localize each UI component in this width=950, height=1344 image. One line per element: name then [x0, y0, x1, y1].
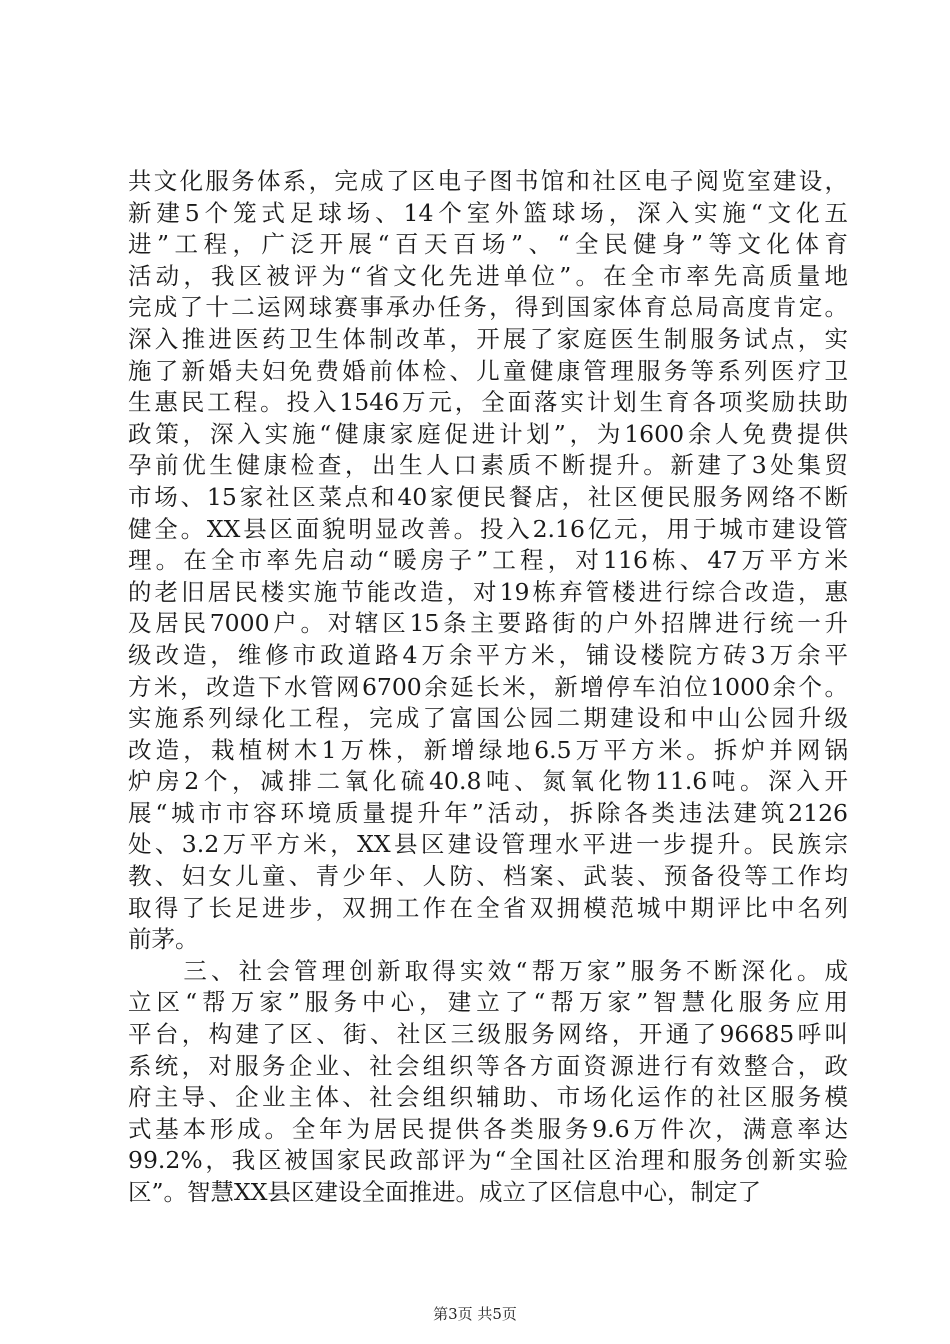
text-line: 健全。XX县区面貌明显改善。投入2.16亿元，用于城市建设管	[128, 514, 848, 543]
text-line: 三、社会管理创新取得实效“帮万家”服务不断深化。成	[128, 956, 848, 985]
text-line: 理。在全市率先启动“暖房子”工程，对116栋、47万平方米	[128, 546, 848, 575]
text-line: 进”工程，广泛开展“百天百场”、“全民健身”等文化体育	[128, 230, 848, 259]
text-line: 生惠民工程。投入1546万元，全面落实计划生育各项奖励扶助	[128, 388, 848, 417]
text-line: 区”。智慧XX县区建设全面推进。成立了区信息中心，制定了	[128, 1178, 761, 1206]
text-line: 施了新婚夫妇免费婚前体检、儿童健康管理服务等系列医疗卫	[128, 356, 848, 385]
text-line: 深入推进医药卫生体制改革，开展了家庭医生制服务试点，实	[128, 324, 848, 353]
text-line: 府主导、企业主体、社会组织辅助、市场化运作的社区服务模	[128, 1083, 848, 1112]
text-line: 改造，栽植树木1万株，新增绿地6.5万平方米。拆炉并网锅	[128, 735, 848, 764]
text-line: 系统，对服务企业、社会组织等各方面资源进行有效整合，政	[128, 1051, 848, 1080]
text-line: 活动，我区被评为“省文化先进单位”。在全市率先高质量地	[128, 261, 848, 290]
text-line: 前茅。	[128, 925, 199, 954]
text-line: 99.2%，我区被国家民政部评为“全国社区治理和服务创新实验	[128, 1146, 848, 1175]
text-line: 实施系列绿化工程，完成了富国公园二期建设和中山公园升级	[128, 704, 848, 733]
text-line: 级改造，维修市政道路4万余平方米，铺设楼院方砖3万余平	[128, 640, 848, 669]
text-line: 市场、15家社区菜点和40家便民餐店，社区便民服务网络不断	[128, 482, 848, 511]
text-line: 处、3.2万平方米，XX县区建设管理水平进一步提升。民族宗	[128, 830, 848, 859]
text-line: 方米，改造下水管网6700余延长米，新增停车泊位1000余个。	[128, 672, 848, 701]
text-line: 教、妇女儿童、青少年、人防、档案、武装、预备役等工作均	[128, 862, 848, 891]
text-line: 取得了长足进步，双拥工作在全省双拥模范城中期评比中名列	[128, 893, 848, 922]
text-line: 式基本形成。全年为居民提供各类服务9.6万件次，满意率达	[128, 1114, 848, 1143]
text-line: 完成了十二运网球赛事承办任务，得到国家体育总局高度肯定。	[128, 293, 848, 322]
text-line: 立区“帮万家”服务中心，建立了“帮万家”智慧化服务应用	[128, 988, 848, 1017]
text-line: 炉房2个，减排二氧化硫40.8吨、氮氧化物11.6吨。深入开	[128, 767, 848, 796]
text-line: 的老旧居民楼实施节能改造，对19栋弃管楼进行综合改造，惠	[128, 577, 848, 606]
text-line: 及居民7000户。对辖区15条主要路街的户外招牌进行统一升	[128, 609, 848, 638]
text-line: 平台，构建了区、街、社区三级服务网络，开通了96685呼叫	[128, 1020, 848, 1049]
text-line: 政策，深入实施“健康家庭促进计划”，为1600余人免费提供	[128, 419, 848, 448]
text-line: 孕前优生健康检查，出生人口素质不断提升。新建了3处集贸	[128, 451, 848, 480]
page-footer: 第3页 共5页	[433, 1305, 517, 1323]
body-text	[128, 166, 848, 1209]
text-line: 新建5个笼式足球场、14个室外篮球场，深入实施“文化五	[128, 198, 848, 227]
text-line: 展“城市市容环境质量提升年”活动，拆除各类违法建筑2126	[128, 798, 848, 827]
text-line: 共文化服务体系，完成了区电子图书馆和社区电子阅览室建设，	[128, 167, 848, 195]
